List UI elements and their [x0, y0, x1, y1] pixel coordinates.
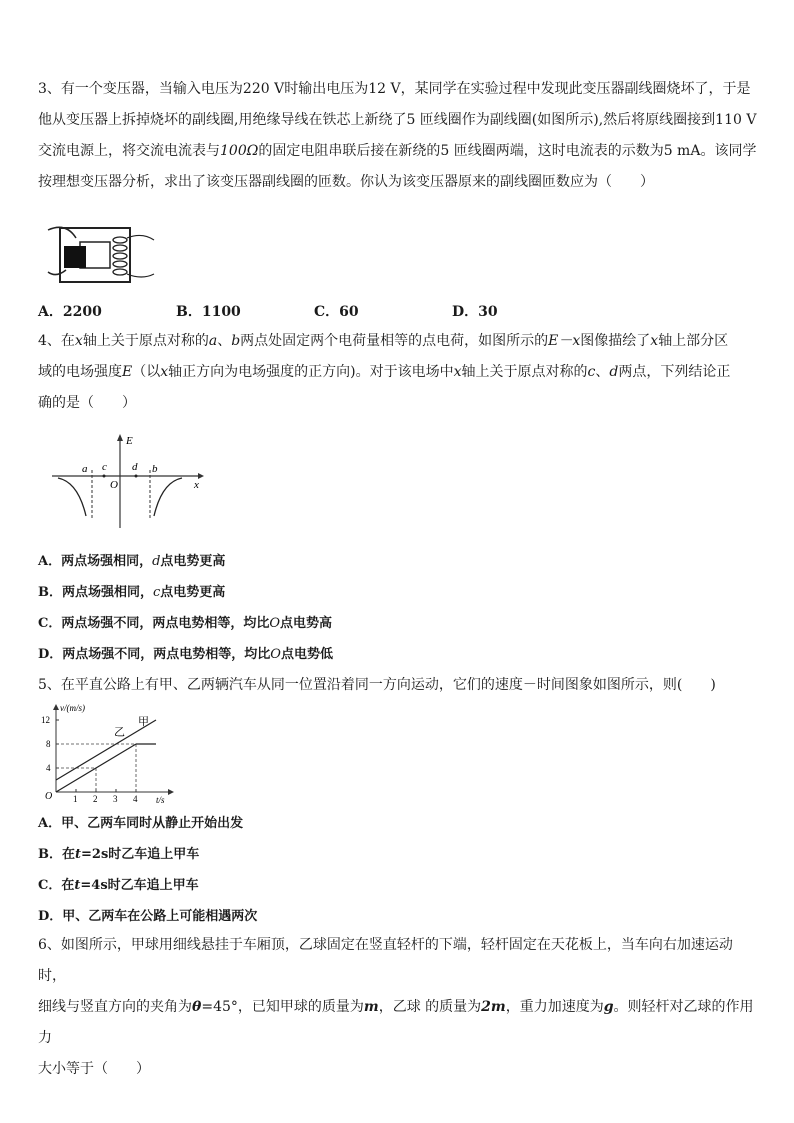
q6-line-2: 细线与竖直方向的夹角为θ=45°，已知甲球的质量为m，乙球 的质量为2m，重力加速度为g。则轻杆对乙球的作用力: [38, 999, 754, 1046]
q6-line-3: 大小等于（ ）: [38, 1061, 150, 1077]
q3-line-4: 按理想变压器分析，求出了该变压器副线圈的匝数。你认为该变压器原来的副线圈匝数应为（ ）: [38, 174, 654, 190]
q4-line-1: 4、在x轴上关于原点对称的a、b两点处固定两个电荷量相等的点电荷，如图所示的E－x图像描绘了x轴上部分区: [38, 333, 729, 349]
question-5: [38, 670, 760, 701]
q4-option-d[interactable]: D．两点场强不同，两点电势相等，均比O点电势低: [38, 647, 333, 662]
question-4: [38, 326, 760, 419]
point-d-label: d: [132, 461, 138, 473]
q5-option-c[interactable]: C．在t=4s时乙车追上甲车: [38, 878, 199, 893]
resistance-value: 100Ω: [220, 143, 259, 159]
q3-line-3b: 的固定电阻串联后接在新绕的5 匝线圈两端，这时电流表的示数为5 mA。该同学: [258, 143, 757, 159]
q5-option-a[interactable]: A．甲、乙两车同时从静止开始出发: [38, 816, 244, 831]
q3-option-a[interactable]: A．2200: [38, 304, 102, 320]
series-label-yi: 乙: [114, 725, 125, 739]
q4-option-b[interactable]: B．两点场强相同，c点电势更高: [38, 585, 226, 600]
transformer-figure: [42, 218, 158, 286]
point-b-label: b: [152, 463, 158, 475]
q4-line-2: 域的电场强度E（以x轴正方向为电场强度的正方向)。对于该电场中x轴上关于原点对称的c、d两点，下列结论正: [38, 364, 731, 380]
q6-line-1: 6、如图所示，甲球用细线悬挂于车厢顶，乙球固定在竖直轻杆的下端，轻杆固定在天花板上，当车向右加速运动时，: [38, 937, 733, 984]
question-6: [38, 930, 760, 1085]
q5-stem: 5、在平直公路上有甲、乙两辆汽车从同一位置沿着同一方向运动，它们的速度－时间图象如图所示，则( ): [38, 677, 716, 693]
chart-xlabel: t/s: [156, 795, 165, 805]
series-label-jia: 甲: [138, 714, 149, 728]
velocity-time-chart: [36, 700, 186, 806]
chart-origin: O: [45, 791, 53, 802]
q3-option-d[interactable]: D．30: [452, 304, 498, 320]
y-tick-label: 8: [46, 739, 51, 749]
x-tick-label: 3: [113, 794, 118, 804]
q4-option-c[interactable]: C．两点场强不同，两点电势相等，均比O点电势高: [38, 616, 333, 631]
electric-field-graph: [48, 432, 208, 532]
q5-option-b[interactable]: B．在t=2s时乙车追上甲车: [38, 847, 200, 862]
y-tick-label: 4: [46, 763, 51, 773]
q3-line-1: 3、有一个变压器，当输入电压为220 V时输出电压为12 V，某同学在实验过程中发现此变压器副线圈烧坏了，于是: [38, 81, 751, 97]
x-axis-label: x: [194, 479, 199, 491]
x-tick-label: 1: [73, 794, 78, 804]
origin-label: O: [110, 479, 118, 491]
point-c-label: c: [102, 461, 107, 473]
q5-option-d[interactable]: D．甲、乙两车在公路上可能相遇两次: [38, 909, 258, 924]
point-a-label: a: [82, 463, 88, 475]
e-axis-label: E: [126, 435, 133, 447]
x-tick-label: 2: [93, 794, 98, 804]
q4-line-3: 确的是（ ）: [38, 395, 136, 411]
q3-option-c[interactable]: C．60: [314, 304, 359, 320]
y-tick-label: 12: [41, 715, 50, 725]
chart-ylabel: v/(m/s): [60, 703, 85, 713]
q3-line-3: [38, 136, 760, 167]
q3-line-3a: 交流电源上，将交流电流表与: [38, 143, 220, 159]
question-3: [38, 74, 760, 198]
q3-line-2: 他从变压器上拆掉烧坏的副线圈,用绝缘导线在铁芯上新绕了5 匝线圈作为副线圈(如图所示),然后将原线圈接到110 V: [38, 112, 757, 128]
x-tick-label: 4: [133, 794, 138, 804]
q3-option-b[interactable]: B．1100: [176, 304, 241, 320]
q4-option-a[interactable]: A．两点场强相同，d点电势更高: [38, 554, 226, 569]
series-line-jia: [56, 720, 156, 780]
